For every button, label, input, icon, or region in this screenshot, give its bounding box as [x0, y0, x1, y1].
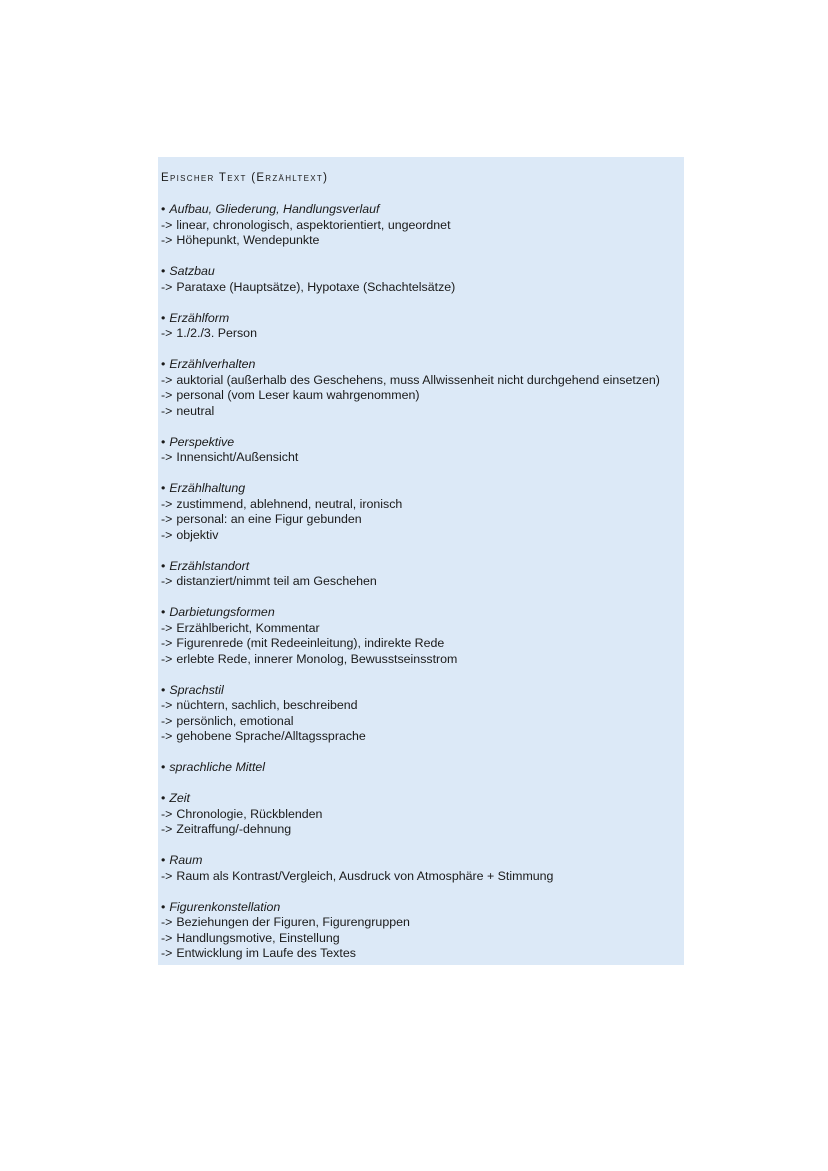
section-heading-text: Raum [169, 853, 203, 867]
section-heading [161, 357, 684, 373]
list-item-text: personal (vom Leser kaum wahrgenommen) [176, 388, 420, 402]
list-item-text: Entwicklung im Laufe des Textes [176, 946, 356, 960]
arrow-icon: -> [161, 512, 173, 526]
list-item [161, 822, 684, 838]
arrow-icon: -> [161, 388, 173, 402]
list-item-text: erlebte Rede, innerer Monolog, Bewusstseinsstrom [176, 651, 458, 666]
section-heading [161, 481, 684, 497]
bullet-icon: • [161, 357, 166, 371]
list-item-text: Parataxe (Hauptsätze), Hypotaxe (Schachtelsätze) [176, 279, 456, 294]
section [161, 311, 684, 342]
section-heading-text: sprachliche Mittel [169, 760, 266, 774]
list-item [161, 373, 684, 389]
bullet-icon: • [161, 558, 166, 573]
arrow-icon: -> [161, 326, 173, 340]
content-panel [158, 157, 684, 965]
list-item-text: auktorial (außerhalb des Geschehens, muss Allwissenheit nicht durchgehend einsetzen) [176, 372, 660, 387]
list-item [161, 528, 684, 544]
section-heading [161, 853, 684, 869]
arrow-icon: -> [161, 729, 173, 743]
list-item-text: Handlungsmotive, Einstellung [176, 930, 340, 945]
section-heading-text: Darbietungsformen [169, 605, 275, 619]
list-item [161, 698, 684, 714]
list-item [161, 388, 684, 404]
list-item-text: Innensicht/Außensicht [176, 450, 299, 464]
section-heading-text: Erzählhaltung [169, 481, 246, 495]
bullet-icon: • [161, 310, 166, 325]
section-heading-text: Erzählstandort [169, 558, 250, 573]
list-item-text: objektiv [176, 527, 219, 542]
list-item [161, 915, 684, 931]
bullet-icon: • [161, 760, 166, 774]
bullet-icon: • [161, 791, 166, 805]
list-item [161, 280, 684, 296]
section-heading-text: Figurenkonstellation [169, 899, 281, 914]
section-heading-text: Erzählform [169, 310, 230, 325]
arrow-icon: -> [161, 574, 173, 588]
arrow-icon: -> [161, 806, 173, 821]
list-item-text: persönlich, emotional [176, 713, 294, 728]
bullet-icon: • [161, 853, 166, 867]
list-item [161, 807, 684, 823]
section-heading-text: Zeit [169, 791, 190, 805]
arrow-icon: -> [161, 822, 173, 836]
list-item [161, 652, 684, 668]
bullet-icon: • [161, 481, 166, 495]
section [161, 853, 684, 884]
bullet-icon: • [161, 264, 166, 278]
arrow-icon: -> [161, 279, 173, 294]
list-item-text: personal: an eine Figur gebunden [176, 512, 362, 526]
section-heading-text: Erzählverhalten [169, 357, 256, 371]
section [161, 760, 684, 776]
arrow-icon: -> [161, 496, 173, 511]
list-item [161, 869, 684, 885]
bullet-icon: • [161, 605, 166, 619]
list-item [161, 404, 684, 420]
section-heading-text: Sprachstil [169, 682, 224, 697]
section-heading [161, 683, 684, 699]
arrow-icon: -> [161, 698, 173, 712]
section [161, 202, 684, 249]
section-heading [161, 900, 684, 916]
section [161, 357, 684, 419]
section-heading [161, 791, 684, 807]
list-item [161, 931, 684, 947]
list-item [161, 729, 684, 745]
arrow-icon: -> [161, 946, 173, 960]
arrow-icon: -> [161, 450, 173, 464]
arrow-icon: -> [161, 217, 173, 232]
arrow-icon: -> [161, 651, 173, 666]
list-item-text: Figurenrede (mit Redeeinleitung), indirekte Rede [176, 636, 445, 650]
arrow-icon: -> [161, 915, 173, 929]
list-item [161, 574, 684, 590]
list-item-text: gehobene Sprache/Alltagssprache [176, 729, 366, 743]
bullet-icon: • [161, 682, 166, 697]
list-item [161, 512, 684, 528]
section [161, 435, 684, 466]
arrow-icon: -> [161, 713, 173, 728]
list-item-text: distanziert/nimmt teil am Geschehen [176, 574, 377, 588]
list-item [161, 218, 684, 234]
arrow-icon: -> [161, 372, 173, 387]
arrow-icon: -> [161, 636, 173, 650]
list-item [161, 450, 684, 466]
section-heading [161, 311, 684, 327]
list-item [161, 233, 684, 249]
list-item [161, 714, 684, 730]
list-item [161, 636, 684, 652]
section [161, 481, 684, 543]
list-item-text: Erzählbericht, Kommentar [176, 620, 320, 635]
section [161, 900, 684, 962]
arrow-icon: -> [161, 233, 173, 247]
section-heading-text: Satzbau [169, 264, 215, 278]
section-heading [161, 559, 684, 575]
section [161, 264, 684, 295]
section-heading [161, 264, 684, 280]
section [161, 791, 684, 838]
list-item-text: Höhepunkt, Wendepunkte [176, 233, 320, 247]
arrow-icon: -> [161, 620, 173, 635]
list-item [161, 326, 684, 342]
bullet-icon: • [161, 202, 166, 216]
list-item-text: nüchtern, sachlich, beschreibend [176, 698, 358, 712]
list-item-text: Zeitraffung/-dehnung [176, 822, 292, 836]
section [161, 559, 684, 590]
list-item-text: zustimmend, ablehnend, neutral, ironisch [176, 496, 403, 511]
list-item-text: Raum als Kontrast/Vergleich, Ausdruck von Atmosphäre + Stimmung [176, 868, 554, 883]
section-heading [161, 760, 684, 776]
list-item-text: 1./2./3. Person [176, 326, 257, 340]
page-title: Epischer Text (Erzähltext) [161, 172, 329, 184]
section-heading-text: Aufbau, Gliederung, Handlungsverlauf [169, 202, 380, 216]
section-heading [161, 202, 684, 218]
section-heading [161, 435, 684, 451]
arrow-icon: -> [161, 403, 173, 418]
list-item-text: neutral [176, 403, 215, 418]
section-heading-text: Perspektive [169, 434, 235, 449]
list-item [161, 497, 684, 513]
section-heading [161, 605, 684, 621]
list-item-text: linear, chronologisch, aspektorientiert, ungeordnet [176, 217, 451, 232]
list-item [161, 621, 684, 637]
list-item [161, 946, 684, 962]
arrow-icon: -> [161, 868, 173, 883]
arrow-icon: -> [161, 527, 173, 542]
list-item-text: Chronologie, Rückblenden [176, 806, 323, 821]
list-item-text: Beziehungen der Figuren, Figurengruppen [176, 915, 410, 929]
bullet-icon: • [161, 434, 166, 449]
section [161, 605, 684, 667]
arrow-icon: -> [161, 930, 173, 945]
section [161, 683, 684, 745]
section-list [161, 202, 684, 962]
bullet-icon: • [161, 899, 166, 914]
